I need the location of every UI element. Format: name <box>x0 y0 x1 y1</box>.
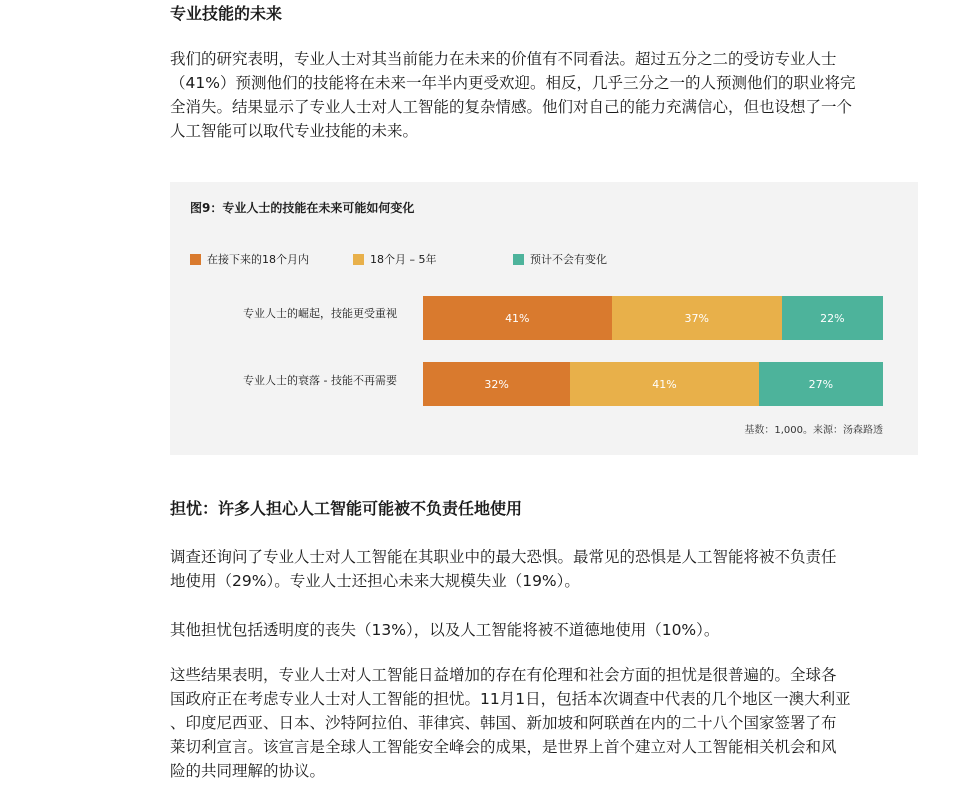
data-label: 32% <box>484 377 509 391</box>
legend-item-no-change <box>513 251 607 267</box>
data-label: 41% <box>505 311 530 325</box>
segment-18m-5y <box>612 296 782 340</box>
row-label-decline: 专业人士的衰落 - 技能不再需要 <box>243 374 397 387</box>
paragraph-future-skills <box>170 47 920 143</box>
segment-no-change <box>759 362 883 406</box>
text-line: 国政府正在考虑专业人士对人工智能的担忧。11月1日，包括本次调查中代表的几个地区一澳大利亚 <box>170 690 851 708</box>
legend-swatch <box>513 254 524 265</box>
legend-item-18-months <box>190 251 309 267</box>
segment-18m-5y <box>570 362 759 406</box>
figure-title: 图9：专业人士的技能在未来可能如何变化 <box>190 201 415 215</box>
text-line: 人工智能可以取代专业技能的未来。 <box>170 122 419 140</box>
legend-swatch <box>353 254 364 265</box>
legend-item-18m-5y <box>353 251 437 267</box>
data-label: 22% <box>820 311 845 325</box>
legend-label: 在接下来的18个月内 <box>207 253 309 266</box>
section-heading-future-skills: 专业技能的未来 <box>170 4 283 23</box>
row-label-rise: 专业人士的崛起，技能更受重视 <box>243 307 397 320</box>
text-line: 全消失。结果显示了专业人士对人工智能的复杂情感。他们对自己的能力充满信心，但也设想了一个 <box>170 98 853 116</box>
legend-swatch <box>190 254 201 265</box>
text-line: 莱切利宣言。该宣言是全球人工智能安全峰会的成果，是世界上首个建立对人工智能相关机会和风 <box>170 738 837 756</box>
figure-source: 基数：1,000。来源：汤森路透 <box>744 425 883 436</box>
data-label: 37% <box>684 311 709 325</box>
text-line: 调查还询问了专业人士对人工智能在其职业中的最大恐惧。最常见的恐惧是人工智能将被不负责任 <box>170 548 837 566</box>
paragraph-concerns-2 <box>170 618 920 642</box>
bar-row-decline <box>423 362 883 406</box>
paragraph-concerns-3 <box>170 663 920 783</box>
legend-label: 18个月 – 5年 <box>370 253 437 266</box>
figure-9 <box>170 182 918 455</box>
segment-18-months <box>423 296 612 340</box>
text-line: （41%）预测他们的技能将在未来一年半内更受欢迎。相反，几乎三分之一的人预测他们的职业将完 <box>170 74 856 92</box>
text-line: 我们的研究表明，专业人士对其当前能力在未来的价值有不同看法。超过五分之二的受访专业人士 <box>170 50 837 68</box>
paragraph-concerns-1 <box>170 545 920 593</box>
section-heading-concerns: 担忧：许多人担心人工智能可能被不负责任地使用 <box>170 499 523 518</box>
legend-label: 预计不会有变化 <box>530 253 607 266</box>
segment-no-change <box>782 296 883 340</box>
text-line: 其他担忧包括透明度的丧失（13%），以及人工智能将被不道德地使用（10%）。 <box>170 621 720 639</box>
text-line: 这些结果表明，专业人士对人工智能日益增加的存在有伦理和社会方面的担忧是很普遍的。全球各 <box>170 666 837 684</box>
data-label: 41% <box>652 377 677 391</box>
text-line: 险的共同理解的协议。 <box>170 762 326 780</box>
data-label: 27% <box>808 377 834 391</box>
bar-row-rise <box>423 296 883 340</box>
text-line: 地使用（29%）。专业人士还担心未来大规模失业（19%）。 <box>170 572 580 590</box>
segment-18-months <box>423 362 570 406</box>
text-line: 、印度尼西亚、日本、沙特阿拉伯、菲律宾、韩国、新加坡和阿联酋在内的二十八个国家签署了布 <box>170 714 837 732</box>
